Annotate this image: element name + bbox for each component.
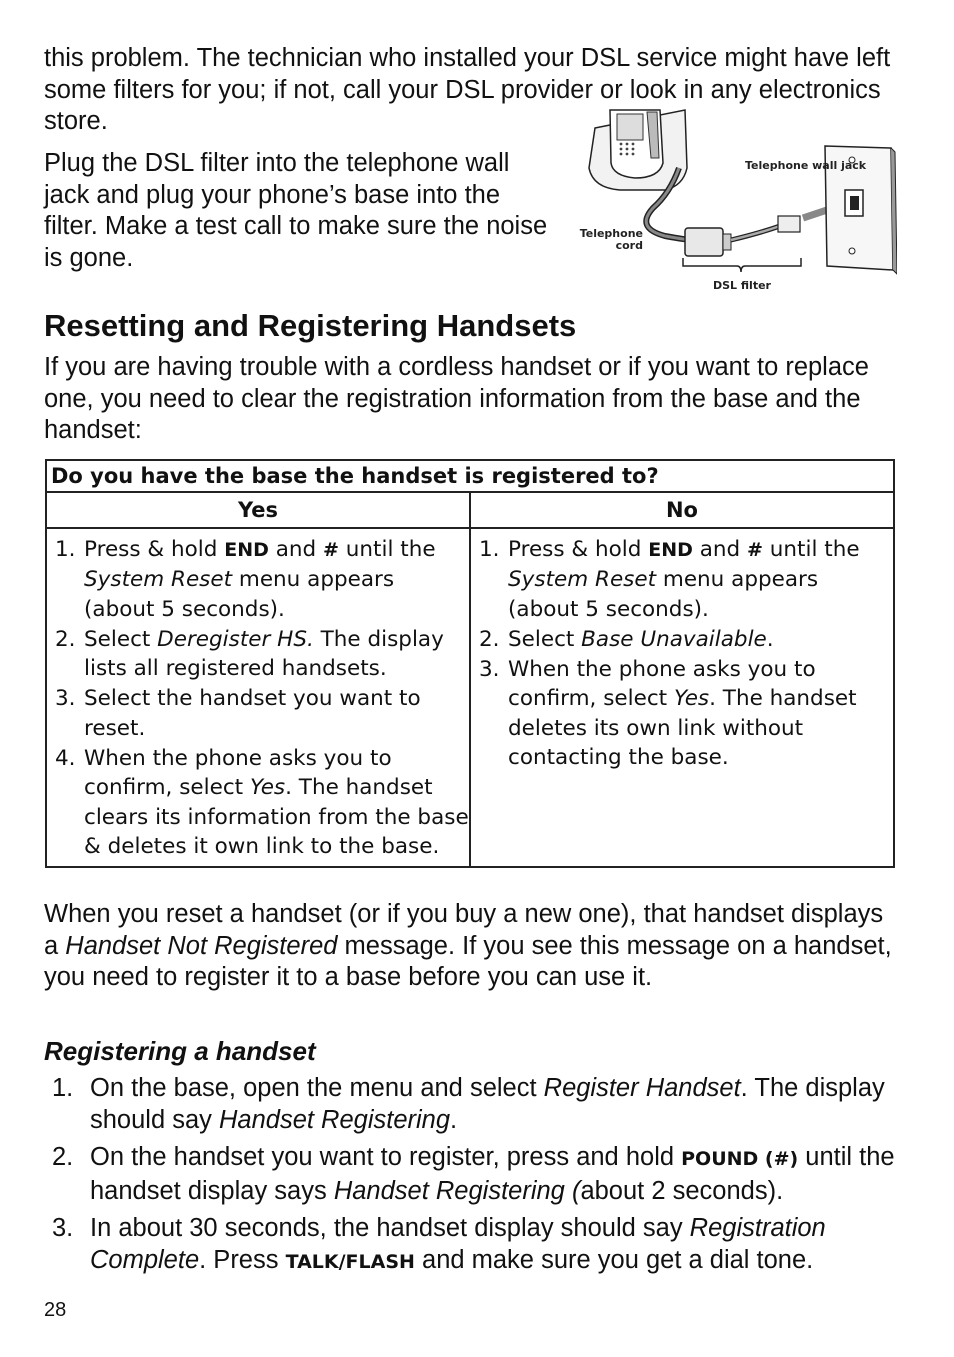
step-number: 3. bbox=[52, 1214, 74, 1242]
column-yes-header: Yes bbox=[46, 492, 470, 528]
step-text: menu appears (about 5 seconds). bbox=[84, 567, 395, 622]
step-text: about 2 seconds). bbox=[580, 1177, 784, 1205]
step-text: . The display should say bbox=[90, 1074, 885, 1134]
step-text: Press & hold bbox=[508, 537, 649, 562]
step-number: 1. bbox=[55, 537, 76, 562]
step-text: Select bbox=[84, 626, 158, 652]
menu-name: System Reset bbox=[508, 567, 657, 593]
display-message: Registration Complete bbox=[90, 1214, 826, 1274]
step-text: . The handset deletes its own link without contacting the base. bbox=[508, 686, 857, 771]
menu-name: Deregister HS. bbox=[157, 626, 314, 652]
list-item bbox=[52, 1212, 902, 1278]
list-item bbox=[55, 535, 469, 624]
end-key-label: END bbox=[648, 539, 693, 561]
menu-name: Yes bbox=[249, 775, 286, 801]
dsl-filter-illustration bbox=[575, 108, 897, 298]
list-item bbox=[52, 1072, 902, 1136]
page-number: 28 bbox=[44, 1299, 67, 1321]
menu-name: Register Handset bbox=[543, 1074, 741, 1102]
step-text: and make sure you get a dial tone. bbox=[414, 1246, 814, 1274]
message-name: Handset Not Registered bbox=[65, 931, 338, 960]
step-text: When the phone asks you to confirm, select bbox=[508, 657, 816, 712]
pound-key-label: # bbox=[747, 539, 763, 561]
step-number: 3. bbox=[55, 686, 76, 712]
dsl-illustration-drawing bbox=[575, 108, 897, 298]
pound-key-label: # bbox=[323, 539, 339, 561]
step-text: until the bbox=[338, 537, 436, 562]
section-intro: If you are having trouble with a cordless handset or if you want to replace one, you need to clear the registration information from the base and the handset: bbox=[44, 353, 869, 444]
step-number: 1. bbox=[52, 1074, 74, 1102]
paragraph-text: When you reset a handset (or if you buy a new one), that handset displays a bbox=[44, 900, 884, 960]
menu-name: Base Unavailable bbox=[581, 626, 767, 652]
after-table-paragraph bbox=[44, 899, 904, 994]
pound-key-label: POUND (#) bbox=[681, 1148, 799, 1170]
column-no-header: No bbox=[470, 492, 894, 528]
step-text: . The handset clears its information from the base & deletes it own link to the base. bbox=[84, 775, 469, 859]
step-text: In about 30 seconds, the handset display should say bbox=[90, 1214, 690, 1242]
step-text: . bbox=[766, 626, 774, 652]
step-number: 3. bbox=[479, 657, 500, 683]
step-text: menu appears (about 5 seconds). bbox=[508, 567, 819, 622]
label-dsl-filter: DSL filter bbox=[713, 279, 771, 292]
end-key-label: END bbox=[224, 539, 269, 561]
step-text: and bbox=[268, 537, 324, 562]
list-item bbox=[55, 744, 469, 861]
step-text: On the base, open the menu and select bbox=[90, 1074, 544, 1102]
step-number: 2. bbox=[55, 626, 76, 652]
registering-steps-list bbox=[52, 1072, 902, 1283]
step-text: On the handset you want to register, press and hold bbox=[90, 1143, 682, 1171]
no-steps-list bbox=[479, 535, 893, 772]
list-item bbox=[52, 1141, 902, 1207]
paragraph-text: message. If you see this message on a handset, you need to register it to a base before you can use it. bbox=[44, 931, 892, 991]
step-text: When the phone asks you to confirm, select bbox=[84, 746, 392, 801]
step-text: The display lists all registered handsets. bbox=[84, 626, 444, 682]
display-message: Handset Registering ( bbox=[333, 1177, 581, 1205]
yes-steps-cell bbox=[46, 528, 470, 867]
section-heading: Resetting and Registering Handsets bbox=[44, 308, 577, 343]
step-text: until the handset display says bbox=[90, 1143, 895, 1205]
step-text: Select bbox=[508, 626, 582, 652]
step-number: 2. bbox=[479, 626, 500, 652]
step-text: . Press bbox=[199, 1246, 286, 1274]
yes-steps-list bbox=[55, 535, 469, 861]
step-text: and bbox=[692, 537, 748, 562]
step-text: Press & hold bbox=[84, 537, 225, 562]
list-item bbox=[479, 625, 893, 654]
display-message: Handset Registering bbox=[219, 1106, 451, 1134]
step-number: 1. bbox=[479, 537, 500, 562]
step-number: 4. bbox=[55, 746, 76, 772]
step-text: . bbox=[450, 1106, 458, 1134]
menu-name: System Reset bbox=[84, 567, 233, 593]
talk-flash-key-label: TALK/FLASH bbox=[285, 1251, 415, 1273]
list-item bbox=[479, 535, 893, 624]
step-text: until the bbox=[762, 537, 860, 562]
menu-name: Yes bbox=[673, 686, 710, 712]
no-steps-cell bbox=[470, 528, 894, 867]
table-question: Do you have the base the handset is registered to? bbox=[46, 460, 894, 492]
label-telephone-wall-jack: Telephone wall jack bbox=[745, 159, 867, 172]
step-number: 2. bbox=[52, 1143, 74, 1171]
dsl-instruction-paragraph: Plug the DSL filter into the telephone wall jack and plug your phone’s base into the filter. Make a test call to make sure the noise is gone. bbox=[44, 149, 548, 272]
step-text: Select the handset you want to reset. bbox=[84, 686, 421, 741]
label-telephone-cord: Telephone cord bbox=[579, 227, 643, 252]
subsection-heading: Registering a handset bbox=[44, 1036, 316, 1066]
list-item bbox=[479, 655, 893, 772]
list-item bbox=[55, 625, 469, 684]
reset-decision-table bbox=[45, 459, 895, 868]
list-item bbox=[55, 684, 469, 743]
intro-paragraph: this problem. The technician who installed your DSL service might have left some filters for you; if not, call your DSL provider or look in any electronics store. bbox=[44, 44, 891, 135]
